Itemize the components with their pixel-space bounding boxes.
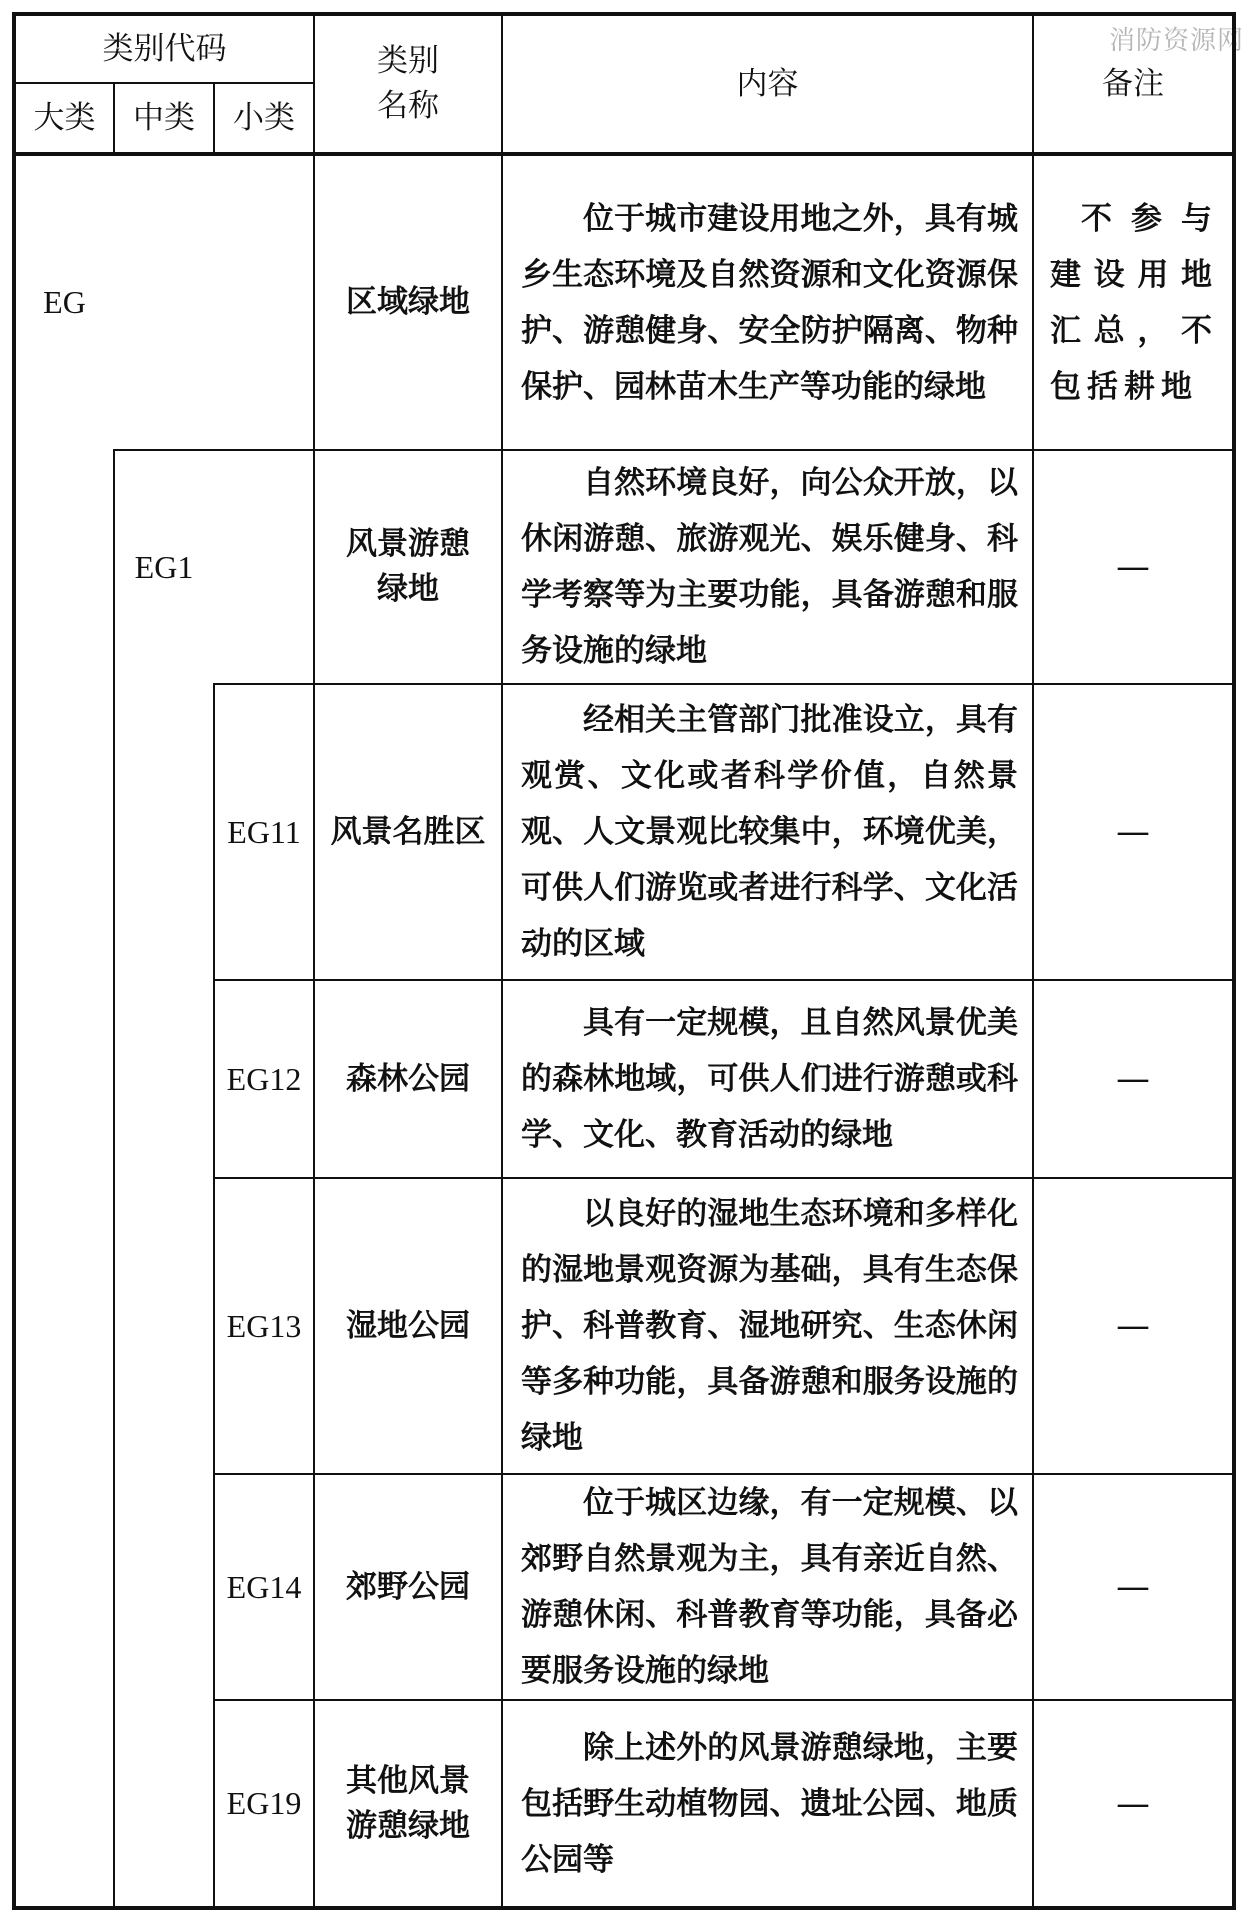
category-content: 除上述外的风景游憩绿地，主要包括野生动植物园、遗址公园、地质公园等 <box>521 1729 1018 1878</box>
category-name: 湿地公园 <box>346 1307 470 1344</box>
header-name-line1: 类别 <box>377 43 439 80</box>
watermark: 消防资源网 <box>1108 26 1244 56</box>
category-remark: — <box>1116 1306 1150 1346</box>
category-remark: — <box>1116 1567 1150 1607</box>
header-name <box>315 16 501 152</box>
category-name-line2: 游憩绿地 <box>346 1807 470 1844</box>
header-name-line2: 名称 <box>377 88 439 124</box>
header-minor: 小类 <box>233 99 295 136</box>
code-medium: EG1 <box>134 548 194 585</box>
code-minor: EG12 <box>226 1060 302 1097</box>
category-name <box>315 451 501 683</box>
category-name <box>315 1701 501 1906</box>
category-name-line2: 绿地 <box>377 571 439 607</box>
category-name: 区域绿地 <box>346 284 470 321</box>
header-medium: 中类 <box>133 99 195 136</box>
category-content: 以良好的湿地生态环境和多样化的湿地景观资源为基础，具有生态保护、科普教育、湿地研究、生态休闲等多种功能，具备游憩和服务设施的绿地 <box>521 1196 1018 1456</box>
category-name-line1: 风景游憩 <box>346 526 470 563</box>
code-major: EG <box>43 284 86 321</box>
category-remark: — <box>1116 812 1150 852</box>
category-name-line1: 其他风景 <box>346 1762 470 1799</box>
category-content: 位于城区边缘，有一定规模、以郊野自然景观为主，具有亲近自然、游憩休闲、科普教育等功能，具备必要服务设施的绿地 <box>521 1485 1018 1689</box>
category-remark: — <box>1116 1783 1150 1824</box>
classification-table <box>12 12 1236 1910</box>
category-remark: — <box>1116 547 1150 587</box>
category-name: 郊野公园 <box>346 1568 470 1605</box>
category-remark: 不参与建设用地汇总，不包括耕地 <box>1050 200 1218 405</box>
category-content: 经相关主管部门批准设立，具有观赏、文化或者科学价值，自然景观、人文景观比较集中，环境优美，可供人们游览或者进行科学、文化活动的区域 <box>521 702 1018 962</box>
category-name: 森林公园 <box>346 1060 470 1097</box>
header-remark: 备注 <box>1102 65 1164 102</box>
code-minor: EG11 <box>227 813 301 850</box>
header-content: 内容 <box>736 65 799 102</box>
category-remark: — <box>1116 1059 1150 1099</box>
code-minor: EG14 <box>226 1568 302 1605</box>
category-content: 自然环境良好，向公众开放，以休闲游憩、旅游观光、娱乐健身、科学考察等为主要功能，具备游憩和服务设施的绿地 <box>521 465 1018 669</box>
code-minor: EG19 <box>226 1785 302 1822</box>
code-minor: EG13 <box>226 1307 302 1344</box>
header-major: 大类 <box>33 99 96 136</box>
category-name: 风景名胜区 <box>330 813 486 850</box>
category-content: 位于城市建设用地之外，具有城乡生态环境及自然资源和文化资源保护、游憩健身、安全防护隔离、物种保护、园林苗木生产等功能的绿地 <box>521 200 1018 405</box>
category-content: 具有一定规模，且自然风景优美的森林地域，可供人们进行游憩或科学、文化、教育活动的绿地 <box>521 1005 1018 1153</box>
header-code-group: 类别代码 <box>102 30 227 67</box>
